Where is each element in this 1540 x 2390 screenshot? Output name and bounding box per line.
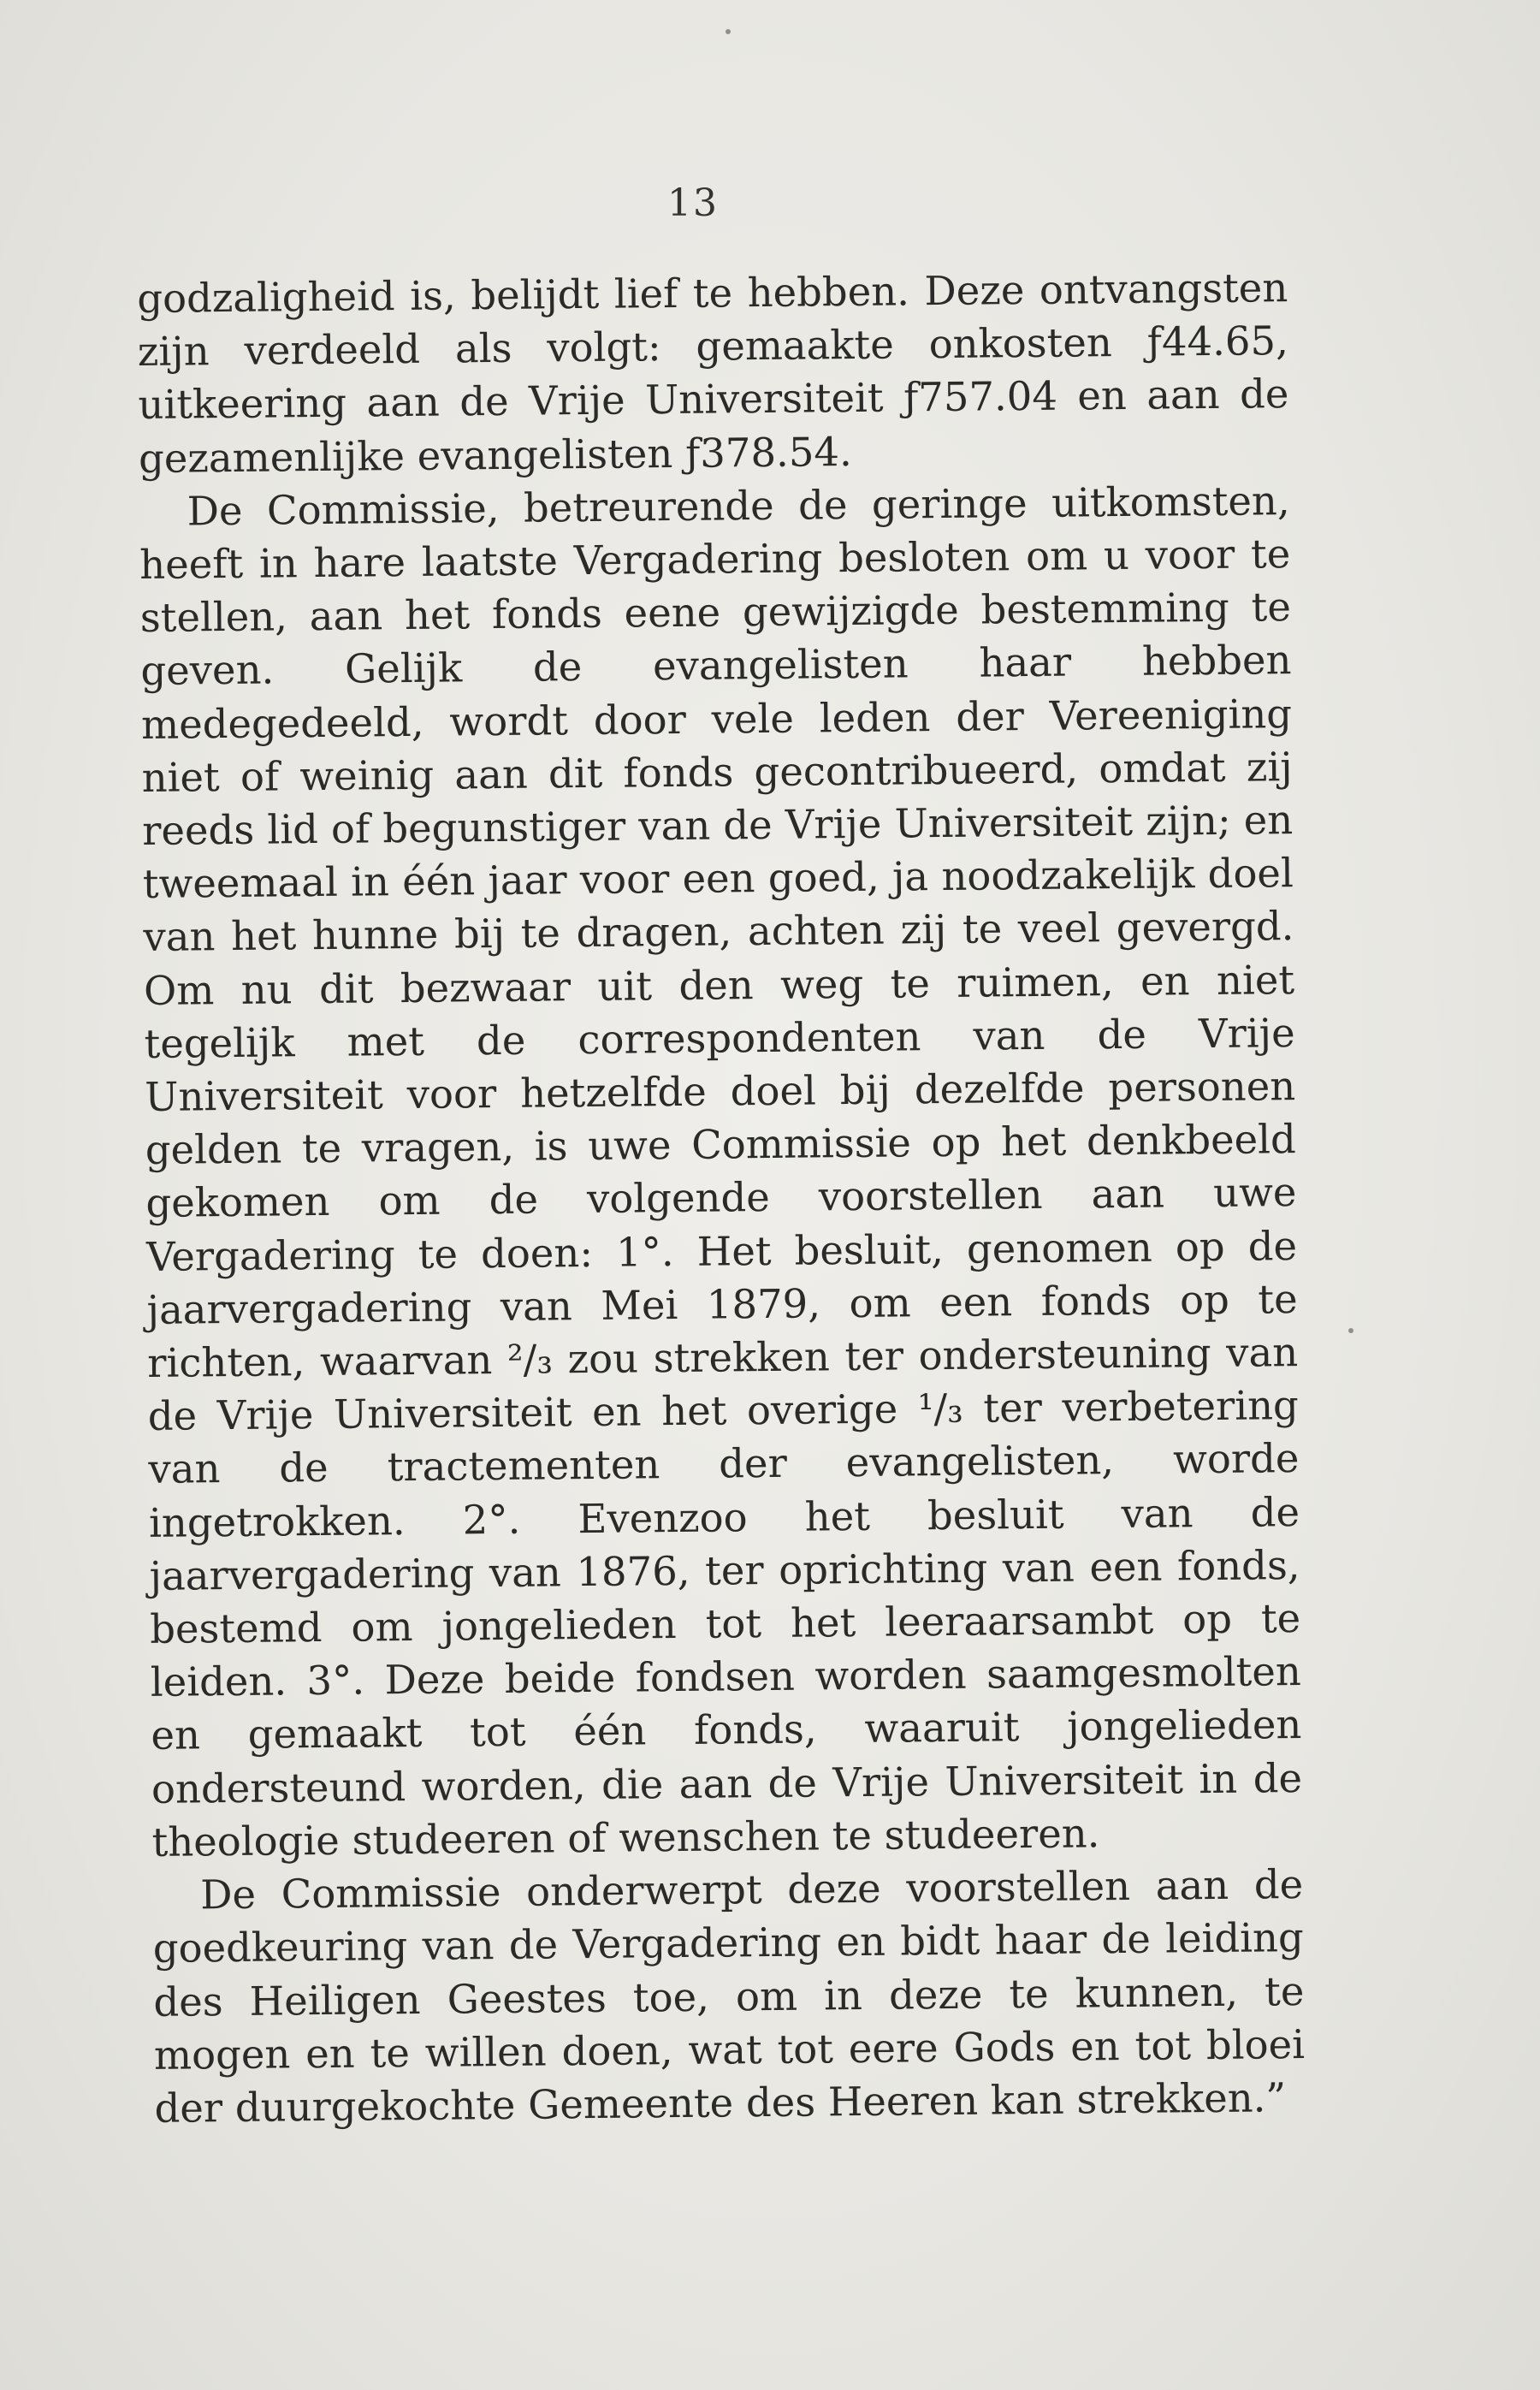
paragraph-1: godzaligheid is, belijdt lief te hebben. Deze ontvangsten zijn verdeeld als volgt: gemaakte onkosten ƒ44.65, uitkeering aan de Vrije Universiteit ƒ757.04 en aan de gezamenlijke evangelisten ƒ378.54.: [137, 264, 1289, 482]
ink-speck: [726, 29, 731, 34]
ink-speck: [1348, 1328, 1353, 1333]
paragraph-3: De Commissie onderwerpt deze voorstellen aan de goedkeuring van de Vergadering en bidt haar de leiding des Heiligen Geestes toe, om in deze te kunnen, te mogen en te willen doen, wat tot eere Gods en tot bloei der duurgekochte Gemeente des Heeren kan strekken.”: [152, 1861, 1306, 2132]
body-text: [137, 261, 1306, 2135]
page-number: 13: [667, 181, 719, 225]
paragraph-2: De Commissie, betreurende de geringe uitkomsten, heeft in hare laatste Vergadering besloten om u voor te stellen, aan het fonds eene gewijzigde bestemming te geven. Gelijk de evangelisten haar hebben medegedeeld, wordt door vele leden der Vereeniging niet of weinig aan dit fonds gecontribueerd, omdat zij reeds lid of begunstiger van de Vrije Universiteit zijn; en tweemaal in één jaar voor een goed, ja noodzakelijk doel van het hunne bij te dragen, achten zij te veel gevergd. Om nu dit bezwaar uit den weg te ruimen, en niet tegelijk met de correspondenten van de Vrije Universiteit voor hetzelfde doel bij dezelfde personen gelden te vragen, is uwe Commissie op het denkbeeld gekomen om de volgende voorstellen aan uwe Vergadering te doen: 1°. Het besluit, genomen op de jaarvergadering van Mei 1879, om een fonds op te richten, waarvan ²/₃ zou strekken ter ondersteuning van de Vrije Universiteit en het overige ¹/₃ ter verbetering van de tractementen der evangelisten, worde ingetrokken. 2°. Evenzoo het besluit van de jaarvergadering van 1876, ter oprichting van een fonds, bestemd om jongelieden tot het leeraarsambt op te leiden. 3°. Deze beide fondsen worden saamgesmolten en gemaakt tot één fonds, waaruit jongelieden ondersteund worden, die aan de Vrije Universiteit in de theologie studeeren of wenschen te studeeren.: [139, 477, 1303, 1865]
